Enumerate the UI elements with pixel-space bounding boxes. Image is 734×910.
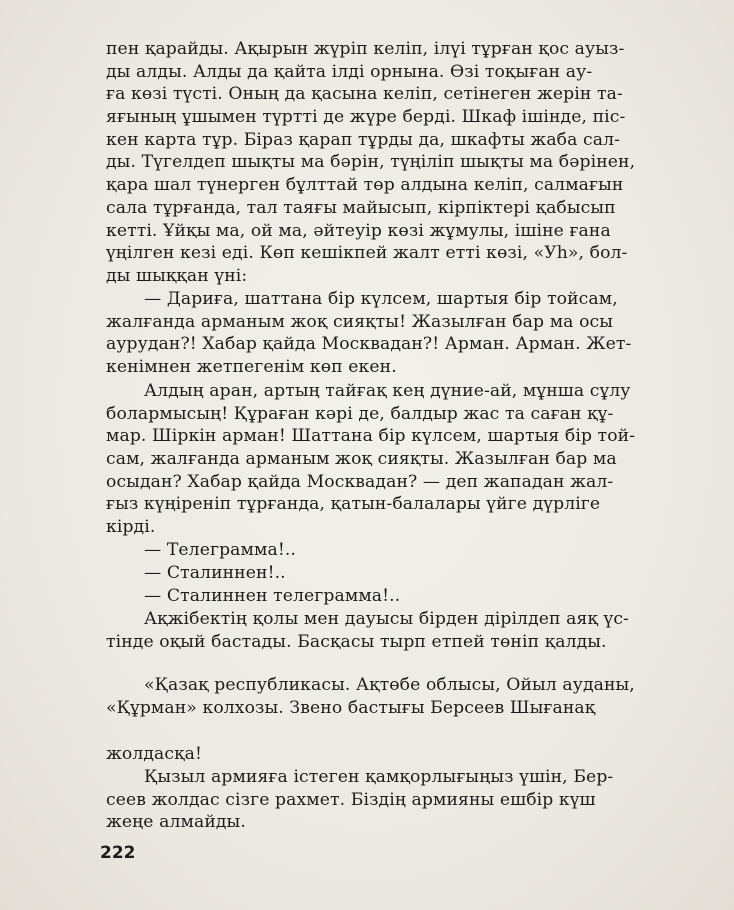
text-line: Алдың аран, артың тайғақ кең дүние-ай, мұнша сұлу [144,381,631,401]
text-line: сеев жолдас сізге рахмет. Біздің армияны ешбір күш [106,789,596,810]
text-line: жалғанда арманым жоқ сияқты! Жазылған бар ма осы [106,311,614,332]
paragraph-4 [106,608,710,653]
text-line: Қызыл армияға істеген қамқорлығыңыз үшін, Бер- [144,767,614,787]
text-line: қара шал түнерген бұлттай төр алдына келіп, салмағын [106,175,624,196]
text-line: кенімнен жетпегенім көп екен. [106,357,397,378]
text-line: тінде оқый бастады. Басқасы тырп етпей төніп қалды. [106,631,607,652]
dialogue-line-2 [106,562,710,585]
text-line: үңілген кезі еді. Көп кешікпей жалт етті көзі, «Уһ», бол- [106,243,628,264]
text-line: «Құрман» колхозы. Звено бастығы Берсеев Шығанақ [106,697,596,718]
text-line: жолдасқа! [106,744,203,764]
text-line: ды алды. Алды да қайта ілді орнына. Өзі тоқыған ау- [106,61,593,82]
text-line: сам, жалғанда арманым жоқ сияқты. Жазылған бар ма [106,449,617,470]
dialogue-line-3 [106,585,710,608]
paragraph-2 [106,288,710,379]
telegram-address [106,674,710,719]
text-line: аурудан?! Хабар қайда Москвадан?! Арман. Арман. Жет- [106,334,632,355]
text-line: кетті. Ұйқы ма, ой ма, әйтеуір көзі жұмулы, ішіне ғана [106,220,611,241]
text-line: — Сталиннен!.. [144,563,286,583]
text-line: осыдан? Хабар қайда Москвадан? — деп жападан жал- [106,471,614,492]
paragraph-1 [106,38,710,288]
text-line: — Сталиннен телеграмма!.. [144,586,401,606]
text-line: сала тұрғанда, тал таяғы майысып, кірпіктері қабысып [106,197,616,218]
text-line: ға көзі түсті. Оның да қасына келіп, сетінеген жерін та- [106,84,623,105]
text-line: кен карта тұр. Біраз қарап тұрды да, шкафты жаба сал- [106,129,621,150]
text-line: — Телеграмма!.. [144,540,296,560]
dialogue-line-1 [106,539,710,562]
text-line: ғыз күңіреніп тұрғанда, қатын-балалары үйге дүрліге [106,494,601,515]
paragraph-3 [106,380,710,539]
text-line: яғының ұшымен түртті де жүре берді. Шкаф ішінде, піс- [106,107,626,128]
text-line: «Қазақ республикасы. Ақтөбе облысы, Ойыл ауданы, [144,675,635,695]
text-line: кірді. [106,517,156,538]
telegram-salutation [106,743,710,766]
text-line: болармысың! Құраған кәрі де, балдыр жас та саған құ- [106,403,614,424]
page-number: 222 [100,843,136,863]
telegram-body [106,766,710,834]
text-line: мар. Шіркін арман! Шаттана бір күлсем, шартыя бір той- [106,426,636,447]
text-line: Ақжібектің қолы мен дауысы бірден дірілдеп аяқ үс- [144,609,629,629]
text-line: жеңе алмайды. [106,812,246,833]
text-line: пен қарайды. Ақырын жүріп келіп, ілүі тұрған қос ауыз- [106,39,625,59]
text-line: — Дариға, шаттана бір күлсем, шартыя бір тойсам, [144,289,618,309]
text-line: ды шыққан үні: [106,265,248,286]
text-line: ды. Түгелдеп шықты ма бәрін, түңіліп шықты ма бәрінен, [106,152,636,173]
